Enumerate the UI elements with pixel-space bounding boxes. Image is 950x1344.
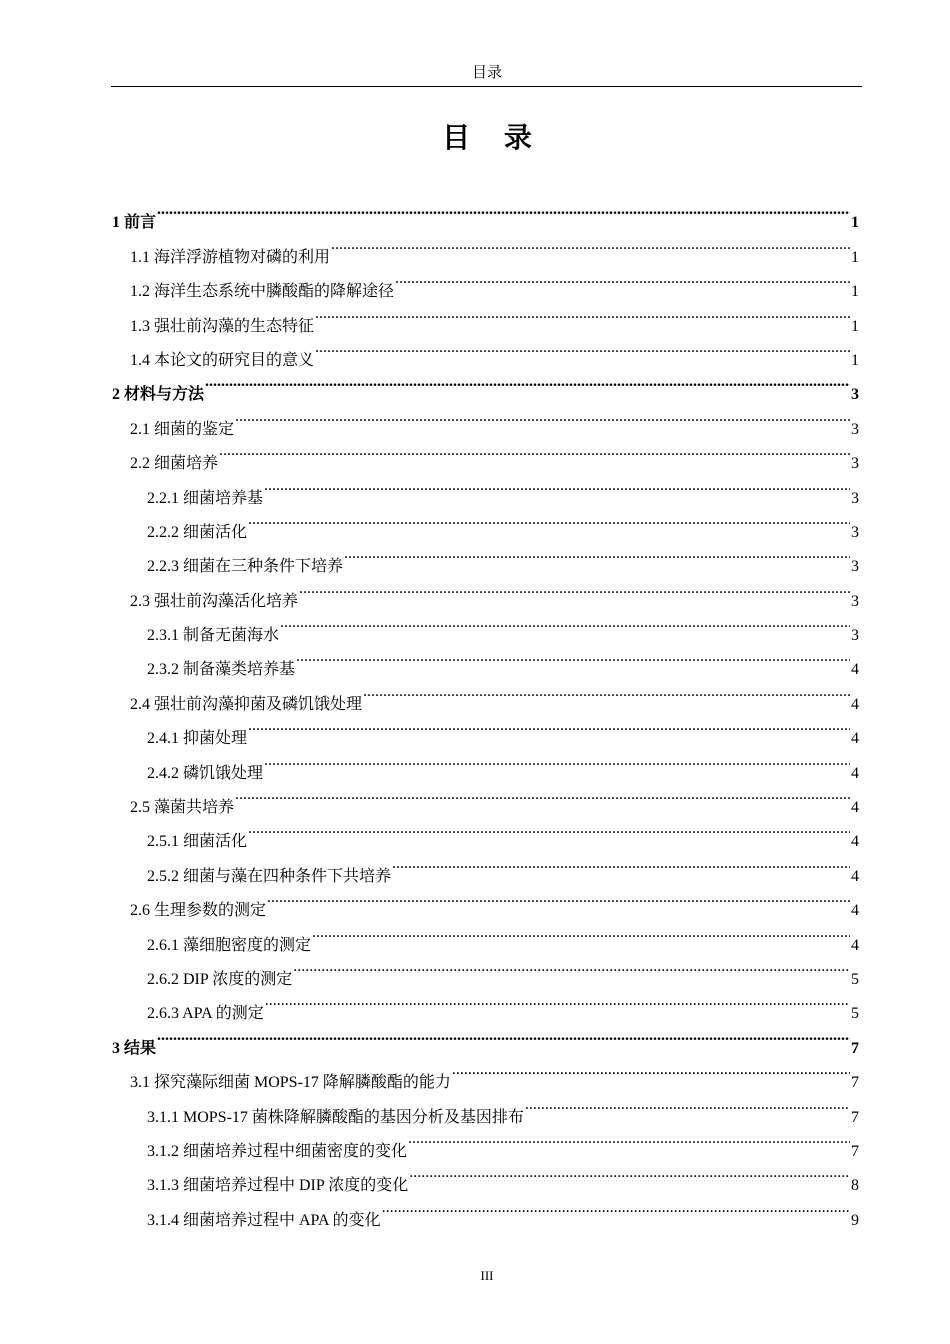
toc-dot-leader: [299, 571, 850, 605]
toc-entry-label: 1.3 强壮前沟藻的生态特征: [130, 317, 315, 335]
toc-dot-leader: [395, 262, 850, 296]
toc-dot-leader: [331, 227, 850, 261]
toc-dot-leader: [280, 606, 850, 640]
toc-dot-leader: [363, 674, 850, 708]
toc-entry-page: 3: [851, 627, 859, 645]
toc-entry-page: 1: [851, 283, 859, 301]
toc-entry-label: 2.2.3 细菌在三种条件下培养: [147, 558, 344, 576]
toc-entry-page: 8: [851, 1177, 859, 1195]
toc-entry-page: 4: [851, 730, 859, 748]
toc-dot-leader: [157, 1018, 850, 1052]
toc-entry-label: 1.4 本论文的研究目的意义: [130, 351, 315, 369]
toc-dot-leader: [205, 365, 850, 399]
toc-dot-leader: [248, 709, 850, 743]
toc-entry-page: 4: [851, 833, 859, 851]
toc-entry-page: 4: [851, 661, 859, 679]
toc-entry[interactable]: [112, 1018, 859, 1057]
toc-entry-page: 7: [851, 1108, 859, 1126]
toc-dot-leader: [452, 1053, 850, 1087]
toc-entry-label: 2.5 藻菌共培养: [130, 799, 235, 817]
toc-entry-page: 7: [851, 1074, 859, 1092]
toc-entry-label: 2.4.2 磷饥饿处理: [147, 764, 264, 782]
toc-dot-leader: [264, 743, 850, 777]
toc-dot-leader: [235, 399, 850, 433]
toc-entry-page: 4: [851, 799, 859, 817]
running-header: 目录: [471, 65, 502, 81]
toc-entry-label: 2.6.1 藻细胞密度的测定: [147, 936, 312, 954]
toc-entry-page: 3: [851, 420, 859, 438]
toc-entry-label: 2.6 生理参数的测定: [130, 902, 267, 920]
header-rule: [111, 86, 862, 87]
toc-entry-label: 2.3.2 制备藻类培养基: [147, 661, 296, 679]
toc-entry-label: 1.2 海洋生态系统中膦酸酯的降解途径: [130, 283, 395, 301]
toc-entry[interactable]: [112, 399, 859, 438]
toc-entry-page: 4: [851, 695, 859, 713]
toc-entry-page: 3: [851, 386, 859, 404]
toc-dot-leader: [344, 537, 850, 571]
toc-entry-page: 3: [851, 455, 859, 473]
toc-entry-page: 3: [851, 592, 859, 610]
toc-entry-label: 3.1.3 细菌培养过程中 DIP 浓度的变化: [147, 1177, 409, 1195]
toc-dot-leader: [248, 812, 850, 846]
toc-entry-page: 4: [851, 867, 859, 885]
toc-dot-leader: [235, 778, 850, 812]
toc-entry-page: 1: [851, 317, 859, 335]
toc-dot-leader: [296, 640, 850, 674]
toc-entry-page: 1: [851, 248, 859, 266]
toc-entry-label: 1 前言: [112, 214, 157, 232]
toc-entry-label: 3.1.2 细菌培养过程中细菌密度的变化: [147, 1142, 408, 1160]
toc-entry-label: 2.6.3 APA 的测定: [147, 1005, 264, 1023]
toc-entry-page: 4: [851, 936, 859, 954]
toc-entry-label: 2.4.1 抑菌处理: [147, 730, 248, 748]
toc-entry-label: 2.5.2 细菌与藻在四种条件下共培养: [147, 867, 392, 885]
toc-entry-page: 5: [851, 970, 859, 988]
toc-dot-leader: [293, 950, 850, 984]
toc-entry-label: 2 材料与方法: [112, 386, 205, 404]
toc-dot-leader: [267, 881, 850, 915]
toc-entry-page: 5: [851, 1005, 859, 1023]
page-number: III: [480, 1268, 494, 1283]
toc-dot-leader: [315, 331, 850, 365]
toc-dot-leader: [264, 468, 850, 502]
toc-entry-label: 3.1 探究藻际细菌 MOPS-17 降解膦酸酯的能力: [130, 1074, 451, 1092]
toc-dot-leader: [408, 1122, 850, 1156]
toc-entry-page: 4: [851, 902, 859, 920]
toc-entry-label: 2.2.2 细菌活化: [147, 523, 248, 541]
toc-entry-page: 7: [851, 1142, 859, 1160]
toc-entry-page: 4: [851, 764, 859, 782]
toc-entry-label: 2.4 强壮前沟藻抑菌及磷饥饿处理: [130, 695, 363, 713]
toc-entry-page: 3: [851, 489, 859, 507]
toc-entry-label: 2.5.1 细菌活化: [147, 833, 248, 851]
toc-entry-label: 2.3.1 制备无菌海水: [147, 627, 280, 645]
toc-entry-page: 3: [851, 523, 859, 541]
toc-dot-leader: [157, 193, 850, 227]
toc-entry[interactable]: [112, 468, 859, 507]
toc-entry-label: 2.1 细菌的鉴定: [130, 420, 235, 438]
toc-entry[interactable]: [112, 365, 859, 404]
toc-dot-leader: [312, 915, 850, 949]
toc-entry[interactable]: [112, 193, 859, 232]
toc-entry[interactable]: [112, 434, 859, 473]
toc-dot-leader: [382, 1190, 850, 1224]
toc-dot-leader: [409, 1156, 850, 1190]
toc-entry-label: 3 结果: [112, 1039, 157, 1057]
toc-dot-leader: [219, 434, 850, 468]
toc-dot-leader: [525, 1087, 850, 1121]
toc-entry-label: 2.2.1 细菌培养基: [147, 489, 264, 507]
toc-entry-label: 2.3 强壮前沟藻活化培养: [130, 592, 299, 610]
toc-entry-label: 2.6.2 DIP 浓度的测定: [147, 970, 293, 988]
toc-entry-label: 3.1.4 细菌培养过程中 APA 的变化: [147, 1211, 381, 1229]
toc-entry-page: 9: [851, 1211, 859, 1229]
toc-entry-page: 1: [851, 351, 859, 369]
toc-entry-label: 2.2 细菌培养: [130, 455, 219, 473]
toc-entry[interactable]: [112, 1053, 859, 1092]
toc-entry-label: 1.1 海洋浮游植物对磷的利用: [130, 248, 331, 266]
toc-dot-leader: [392, 846, 850, 880]
toc-title: 目 录: [442, 121, 544, 154]
toc-dot-leader: [315, 296, 850, 330]
toc-entry-label: 3.1.1 MOPS-17 菌株降解膦酸酯的基因分析及基因排布: [147, 1108, 524, 1126]
toc-entry[interactable]: [112, 227, 859, 266]
toc-dot-leader: [248, 503, 850, 537]
table-of-contents: [112, 193, 859, 1229]
toc-dot-leader: [265, 984, 850, 1018]
toc-entry-page: 7: [851, 1039, 859, 1057]
toc-entry-page: 3: [851, 558, 859, 576]
toc-entry-page: 1: [851, 214, 859, 232]
